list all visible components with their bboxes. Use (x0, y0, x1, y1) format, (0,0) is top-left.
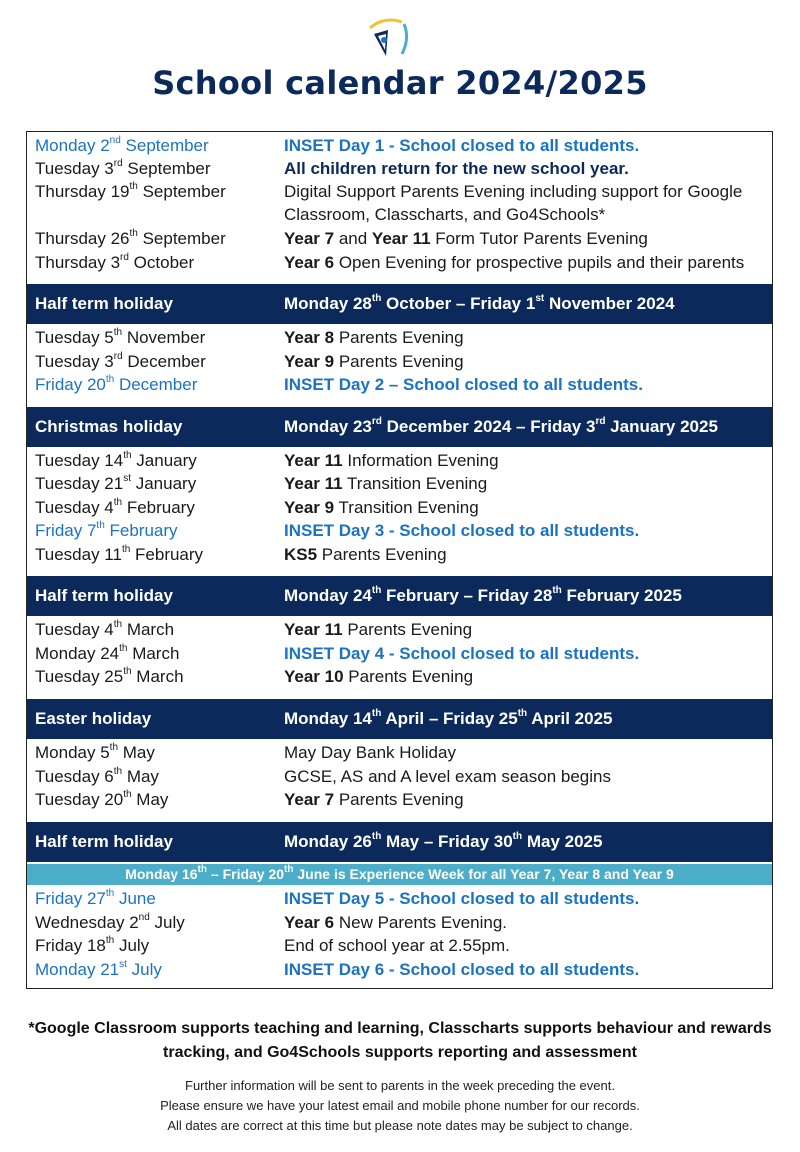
holiday-dates: Monday 23rd December 2024 – Friday 3rd January 2025 (284, 416, 718, 436)
row-event: INSET Day 1 - School closed to all students. (284, 136, 640, 155)
row-date: Monday 24th March (35, 643, 180, 663)
row-event: INSET Day 4 - School closed to all students. (284, 644, 640, 663)
row-event: INSET Day 3 - School closed to all students. (284, 521, 640, 540)
row-date: Tuesday 5th November (35, 327, 206, 347)
row-date: Tuesday 25th March (35, 666, 184, 686)
row-event: May Day Bank Holiday (284, 743, 456, 762)
info-note: Further information will be sent to parents in the week preceding the event. (185, 1078, 615, 1093)
holiday-dates: Monday 14th April – Friday 25th April 2025 (284, 708, 613, 728)
calendar-table (26, 131, 773, 989)
row-date: Tuesday 11th February (35, 544, 204, 564)
row-event: Year 9 Parents Evening (284, 352, 464, 371)
page-title: School calendar 2024/2025 (152, 64, 648, 102)
row-event: KS5 Parents Evening (284, 545, 447, 564)
holiday-band (27, 284, 772, 324)
row-date: Tuesday 21st January (35, 473, 197, 493)
row-date: Friday 18th July (35, 935, 150, 955)
row-event: Year 11 Information Evening (284, 451, 499, 470)
row-event: GCSE, AS and A level exam season begins (284, 767, 611, 786)
row-event: Year 6 New Parents Evening. (284, 913, 508, 932)
row-event: INSET Day 2 – School closed to all students. (284, 375, 643, 394)
row-date: Tuesday 3rd December (35, 351, 206, 371)
row-date: Monday 2nd September (35, 135, 209, 155)
row-event: INSET Day 5 - School closed to all students. (284, 889, 640, 908)
row-date: Thursday 19th September (35, 181, 226, 201)
holiday-dates: Monday 28th October – Friday 1st November 2024 (284, 293, 675, 313)
row-date: Tuesday 20th May (35, 789, 169, 809)
row-date: Tuesday 14th January (35, 450, 197, 470)
row-date: Tuesday 6th May (35, 766, 159, 786)
row-event: Year 10 Parents Evening (284, 667, 474, 686)
holiday-band (27, 407, 772, 447)
row-event: Year 7 and Year 11 Form Tutor Parents Evening (284, 229, 648, 248)
experience-week-banner: Monday 16th – Friday 20th June is Experience Week for all Year 7, Year 8 and Year 9 (27, 864, 772, 885)
row-event: Year 8 Parents Evening (284, 328, 464, 347)
row-date: Thursday 3rd October (35, 252, 195, 272)
row-date: Friday 7th February (35, 520, 178, 540)
holiday-band (27, 576, 772, 616)
holiday-label: Half term holiday (35, 294, 173, 313)
row-date: Tuesday 4th February (35, 497, 195, 517)
row-event: Year 6 Open Evening for prospective pupils and their parents (284, 253, 745, 272)
holiday-band (27, 699, 772, 739)
info-note: All dates are correct at this time but please note dates may be subject to change. (167, 1118, 633, 1133)
footnote: *Google Classroom supports teaching and learning, Classcharts supports behaviour and rewards tracking, and Go4Schools supports reporting and assessment (28, 1020, 772, 1061)
holiday-label: Easter holiday (35, 709, 152, 728)
holiday-dates: Monday 24th February – Friday 28th February 2025 (284, 585, 682, 605)
row-date: Monday 5th May (35, 742, 155, 762)
row-date: Tuesday 4th March (35, 619, 175, 639)
row-event: Year 7 Parents Evening (284, 790, 464, 809)
holiday-label: Half term holiday (35, 586, 173, 605)
row-event: Year 11 Transition Evening (284, 474, 488, 493)
row-event: INSET Day 6 - School closed to all students. (284, 960, 640, 979)
info-note: Please ensure we have your latest email and mobile phone number for our records. (160, 1098, 640, 1113)
row-date: Tuesday 3rd September (35, 158, 211, 178)
holiday-label: Christmas holiday (35, 417, 183, 436)
row-event: Digital Support Parents Evening including support for Google Classroom, Classcharts, and Go4Schools* (284, 182, 743, 224)
holiday-dates: Monday 26th May – Friday 30th May 2025 (284, 831, 603, 851)
row-event: Year 9 Transition Evening (284, 498, 479, 517)
school-crest-logo (364, 16, 412, 60)
row-date: Friday 27th June (35, 888, 156, 908)
holiday-label: Half term holiday (35, 832, 173, 851)
info-notes (0, 1076, 800, 1136)
row-date: Thursday 26th September (35, 228, 226, 248)
row-date: Wednesday 2nd July (35, 912, 185, 932)
row-event: Year 11 Parents Evening (284, 620, 473, 639)
row-date: Monday 21st July (35, 959, 162, 979)
row-event: All children return for the new school year. (284, 159, 629, 178)
row-date: Friday 20th December (35, 374, 198, 394)
row-event: End of school year at 2.55pm. (284, 936, 510, 955)
holiday-band (27, 822, 772, 862)
